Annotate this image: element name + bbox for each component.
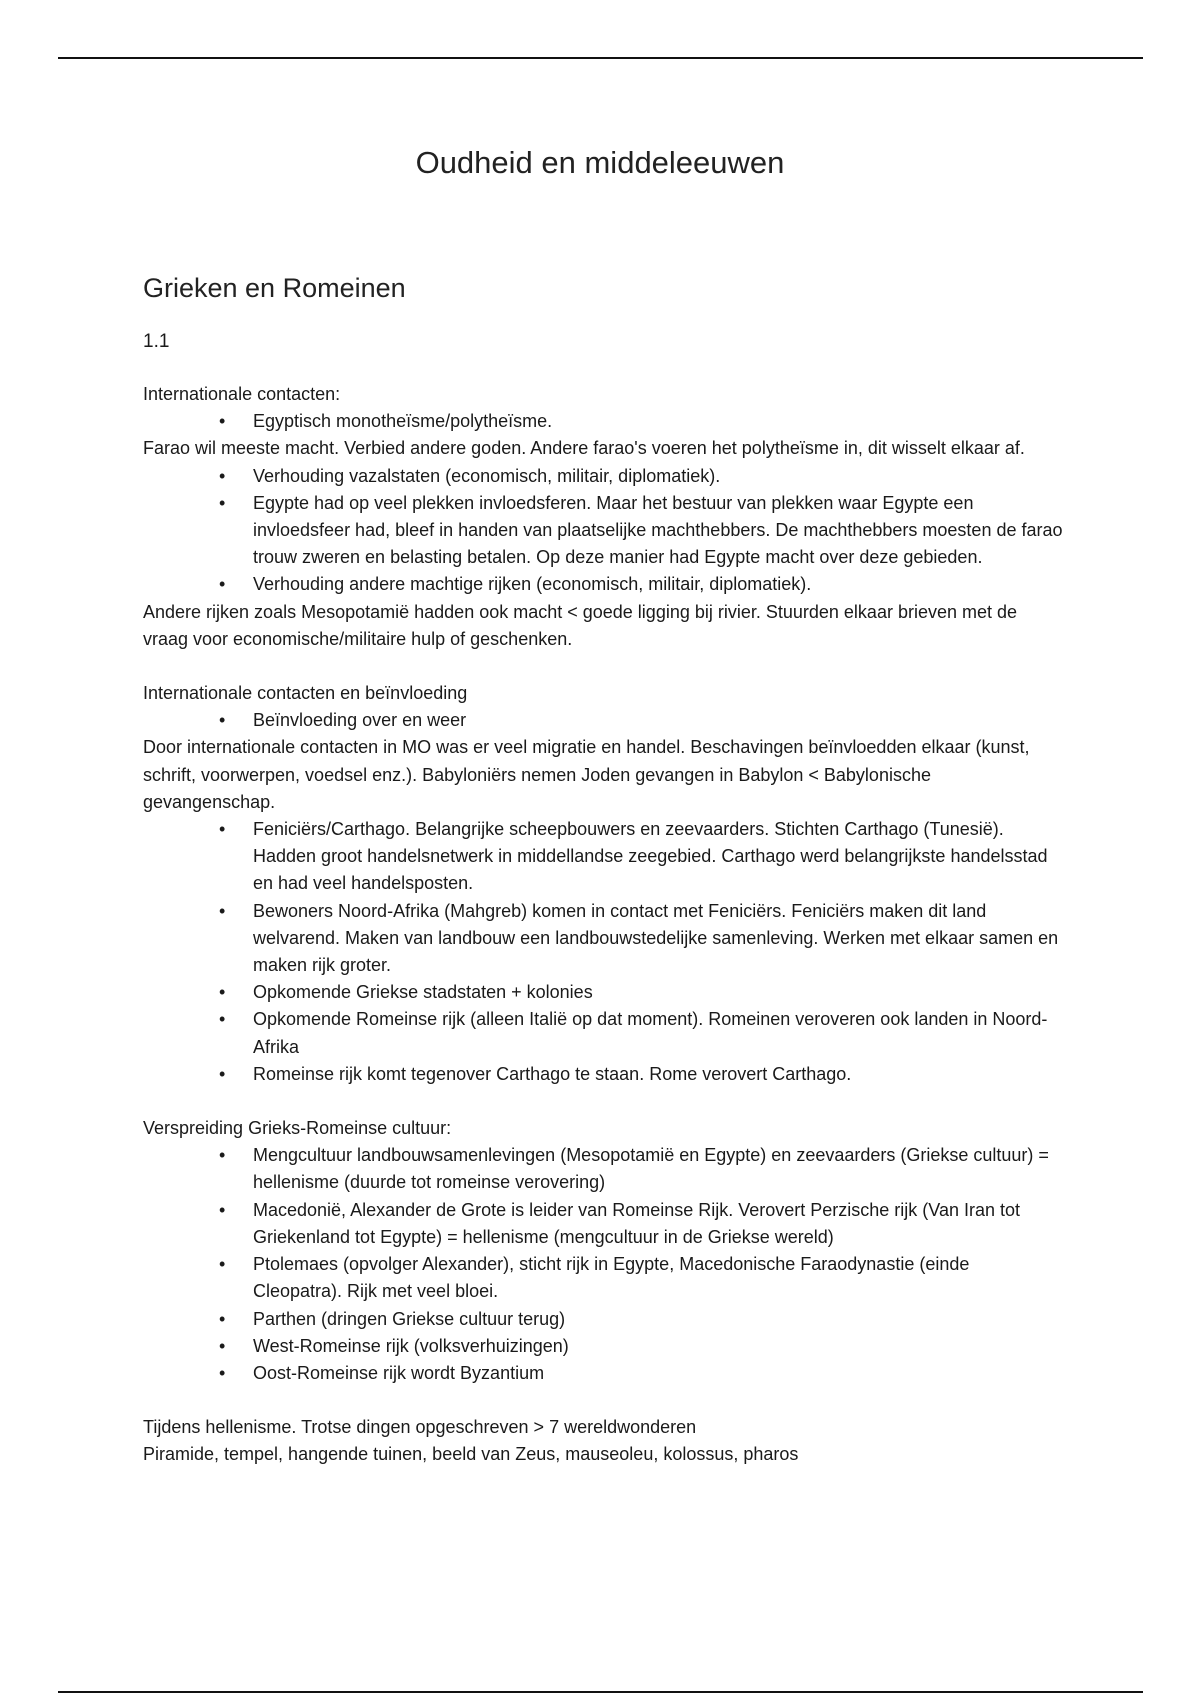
list-item-text: Bewoners Noord-Afrika (Mahgreb) komen in contact met Feniciërs. Feniciërs maken dit land welvarend. Maken van landbouw een landbouwstedelijke samenleving. Werken met elkaar samen en maken rijk groter. — [253, 900, 1059, 976]
header-rule — [58, 57, 1143, 59]
bullet-icon: • — [219, 1009, 226, 1030]
section-label: Internationale contacten en beïnvloeding — [143, 683, 468, 704]
list-item — [143, 1306, 1063, 1333]
footer-rule — [58, 1691, 1143, 1693]
bullet-icon: • — [219, 574, 226, 595]
bullet-icon: • — [219, 1063, 226, 1084]
list-item-text: Egyptisch monotheïsme/polytheïsme. — [253, 411, 553, 432]
paragraph: Farao wil meeste macht. Verbied andere goden. Andere farao's voeren het polytheïsme in, dit wisselt elkaar af. — [143, 438, 1025, 459]
section-label: Internationale contacten: — [143, 384, 341, 404]
list-item — [143, 490, 1063, 572]
section-number: 1.1 — [143, 331, 170, 352]
bullet-list — [143, 1142, 1063, 1387]
bullet-icon: • — [219, 982, 226, 1003]
bullet-icon: • — [219, 492, 226, 513]
list-item — [143, 1333, 1063, 1360]
section-label: Verspreiding Grieks-Romeinse cultuur: — [143, 1118, 452, 1139]
bullet-icon: • — [219, 1335, 226, 1356]
spacer — [143, 1387, 1063, 1414]
document-title: Oudheid en middeleeuwen — [415, 145, 785, 180]
bullet-icon: • — [219, 1254, 226, 1275]
list-item — [143, 571, 1063, 598]
section-internationale-contacten — [143, 381, 1063, 653]
bullet-icon: • — [219, 411, 226, 432]
list-item-text: West-Romeinse rijk (volksverhuizingen) — [253, 1335, 569, 1356]
spacer — [143, 1088, 1063, 1115]
section-heading: Grieken en Romeinen — [143, 273, 406, 303]
list-item-text: Feniciërs/Carthago. Belangrijke scheepbouwers en zeevaarders. Stichten Carthago (Tunesië). Hadden groot handelsnetwerk in middellandse zeegebied. Carthago werd belangrijkste handelsstad en had veel handelsposten. — [253, 819, 1048, 894]
bullet-icon: • — [219, 1362, 226, 1383]
list-item — [143, 463, 1063, 490]
list-item-text: Egypte had op veel plekken invloedsferen. Maar het bestuur van plekken waar Egypte een invloedsfeer had, bleef in handen van plaatselijke machthebbers. De machthebbers moesten de farao trouw zweren en belasting betalen. Op deze manier had Egypte macht over deze gebieden. — [253, 492, 1063, 568]
list-item — [143, 816, 1063, 898]
list-item-text: Mengcultuur landbouwsamenlevingen (Mesopotamië en Egypte) en zeevaarders (Griekse cultuur) = hellenisme (duurde tot romeinse verovering) — [253, 1145, 1049, 1193]
list-item-text: Oost-Romeinse rijk wordt Byzantium — [253, 1362, 545, 1383]
bullet-icon: • — [219, 1145, 226, 1166]
bullet-list — [143, 707, 1063, 734]
document-body — [143, 268, 1063, 1469]
list-item — [143, 1197, 1063, 1251]
bullet-list — [143, 463, 1063, 599]
bullet-list — [143, 408, 1063, 435]
list-item — [143, 1142, 1063, 1196]
list-item-text: Macedonië, Alexander de Grote is leider van Romeinse Rijk. Verovert Perzische rijk (Van Iran tot Griekenland tot Egypte) = hellenisme (mengcultuur in de Griekse wereld) — [253, 1199, 1021, 1247]
bullet-icon: • — [219, 710, 226, 731]
paragraph: Tijdens hellenisme. Trotse dingen opgeschreven > 7 wereldwonderen — [143, 1417, 697, 1438]
list-item — [143, 408, 1063, 435]
paragraph: Andere rijken zoals Mesopotamië hadden ook macht < goede ligging bij rivier. Stuurden elkaar brieven met de vraag voor economische/militaire hulp of geschenken. — [143, 601, 1018, 649]
section-beinvloeding — [143, 680, 1063, 1088]
bullet-icon: • — [219, 1308, 226, 1329]
list-item — [143, 898, 1063, 980]
list-item-text: Opkomende Griekse stadstaten + kolonies — [253, 982, 593, 1003]
list-item — [143, 1006, 1063, 1060]
list-item — [143, 1360, 1063, 1387]
spacer — [143, 653, 1063, 680]
list-item-text: Romeinse rijk komt tegenover Carthago te staan. Rome verovert Carthago. — [253, 1063, 852, 1084]
bullet-icon: • — [219, 1199, 226, 1220]
bullet-icon: • — [219, 465, 226, 486]
list-item-text: Beïnvloeding over en weer — [253, 710, 467, 731]
paragraph: Piramide, tempel, hangende tuinen, beeld van Zeus, mauseoleu, kolossus, pharos — [143, 1444, 799, 1465]
list-item-text: Opkomende Romeinse rijk (alleen Italië op dat moment). Romeinen veroveren ook landen in Noord-Afrika — [253, 1009, 1048, 1057]
list-item-text: Parthen (dringen Griekse cultuur terug) — [253, 1308, 566, 1329]
paragraph: Door internationale contacten in MO was er veel migratie en handel. Beschavingen beïnvloedden elkaar (kunst, schrift, voorwerpen, voedsel enz.). Babyloniërs nemen Joden gevangen in Babylon < Babylonische gevangenschap. — [143, 737, 1030, 812]
list-item-text: Verhouding andere machtige rijken (economisch, militair, diplomatiek). — [253, 574, 812, 595]
section-verspreiding — [143, 1115, 1063, 1387]
list-item-text: Verhouding vazalstaten (economisch, militair, diplomatiek). — [253, 465, 721, 486]
list-item-text: Ptolemaes (opvolger Alexander), sticht rijk in Egypte, Macedonische Faraodynastie (einde Cleopatra). Rijk met veel bloei. — [253, 1254, 970, 1302]
list-item — [143, 1061, 1063, 1088]
bullet-icon: • — [219, 900, 226, 921]
list-item — [143, 1251, 1063, 1305]
list-item — [143, 979, 1063, 1006]
bullet-list — [143, 816, 1063, 1088]
bullet-icon: • — [219, 819, 226, 840]
list-item — [143, 707, 1063, 734]
closing-notes — [143, 1414, 1063, 1468]
